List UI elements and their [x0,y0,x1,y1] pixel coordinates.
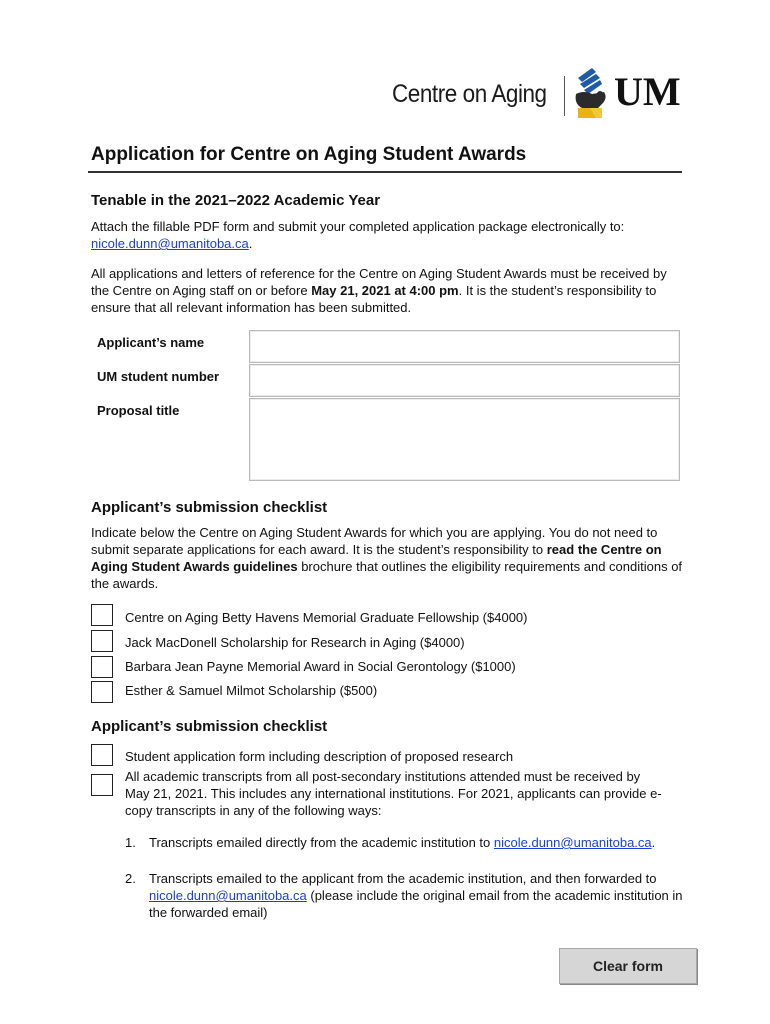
deadline-paragraph [91,265,686,316]
award-label-jack-macdonell: Jack MacDonell Scholarship for Research in Aging ($4000) [125,635,465,650]
list-text [149,870,684,921]
student-number-label: UM student number [97,369,220,384]
award-label-milmot: Esther & Samuel Milmot Scholarship ($500) [125,683,378,698]
applicant-name-field[interactable] [249,330,680,363]
instructions-text: Attach the fillable PDF form and submit your completed application package electronically to: [91,219,625,234]
award-label-betty-havens: Centre on Aging Betty Havens Memorial Graduate Fellowship ($4000) [125,610,528,625]
logo-text: Centre on Aging [392,80,547,108]
proposal-title-field[interactable] [249,398,680,481]
list-text [149,834,684,851]
checklist-checkbox-application-form[interactable] [91,744,113,766]
awards-section-heading: Applicant’s submission checklist [91,499,328,516]
clear-form-button[interactable]: Clear form [559,948,697,984]
submission-instructions [91,218,686,252]
student-number-field[interactable] [249,364,680,397]
instructions-period: . [248,236,253,251]
university-crest-icon [570,64,614,125]
checklist-label-transcripts: All academic transcripts from all post-secondary institutions attended must be received by May 21, 2021. This includes any international institutions. For 2021, applicants can provide e-copy transcripts in any of the following ways: [125,769,662,818]
list-number: 1. [125,835,136,850]
award-checkbox-jack-macdonell[interactable] [91,630,113,652]
option-email-link[interactable]: nicole.dunn@umanitoba.ca [149,888,307,903]
award-checkbox-betty-havens[interactable] [91,604,113,626]
centre-on-aging-logo [392,64,692,124]
transcript-options-list [125,834,685,924]
deadline-text-before: All applications and letters of reference for the Centre on Aging Student Awards must be received by the Centre on Aging staff on or before [91,266,667,298]
checklist-label-application-form: Student application form including description of proposed research [125,749,514,764]
award-checkbox-barbara-payne[interactable] [91,656,113,678]
contact-email-link[interactable]: nicole.dunn@umanitoba.ca [91,236,249,251]
option-email-link[interactable]: nicole.dunn@umanitoba.ca [493,835,652,850]
deadline-text-after: . It is the student’s responsibility to ensure that all relevant information has been submitted. [91,283,657,315]
proposal-title-label: Proposal title [97,403,180,418]
logo-divider [564,76,565,116]
awards-intro-text-end: brochure that outlines the eligibility requirements and conditions of the awards. [91,559,683,591]
option-text: Transcripts emailed directly from the academic institution to [149,835,491,850]
um-wordmark: UM [614,69,681,114]
deadline-date: May 21, 2021 at 4:00 pm [311,283,459,298]
academic-year-subtitle: Tenable in the 2021–2022 Academic Year [91,192,381,209]
applicant-name-label: Applicant’s name [97,335,205,350]
checklist-checkbox-transcripts[interactable] [91,774,113,796]
option-text-end: . [651,835,656,850]
option-text-end: (please include the original email from the academic institution in the forwarded email) [149,888,683,920]
list-number: 2. [125,871,136,886]
award-label-barbara-payne: Barbara Jean Payne Memorial Award in Social Gerontology ($1000) [125,659,516,674]
submission-checklist-heading: Applicant’s submission checklist [91,718,328,735]
awards-intro-text: Indicate below the Centre on Aging Student Awards for which you are applying. You do not need to submit separate applications for each award. It is the student’s responsibility to [91,525,658,557]
page-title: Application for Centre on Aging Student Awards [91,144,527,165]
award-checkbox-milmot[interactable] [91,681,113,703]
awards-intro [91,524,686,592]
guidelines-emphasis: read the Centre on Aging Student Awards guidelines [91,542,662,574]
option-text: Transcripts emailed to the applicant from the academic institution, and then forwarded to [149,871,657,886]
title-divider [88,171,682,173]
